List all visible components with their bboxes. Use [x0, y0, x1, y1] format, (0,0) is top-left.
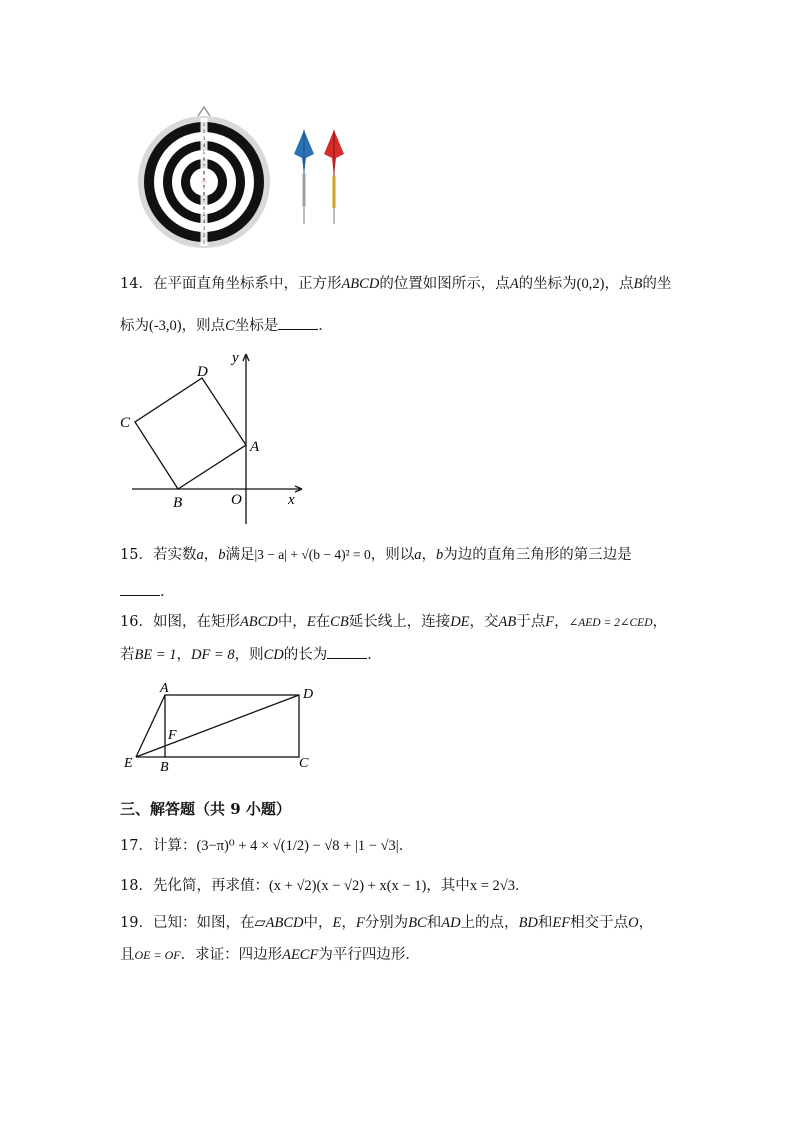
q16-line1: 16．如图，在矩形ABCD中，E在CB延长线上，连接DE，交AB于点F，∠AED = 2∠CED，	[120, 614, 668, 630]
dartboard-number: 2	[202, 234, 206, 240]
label-F: F	[168, 728, 177, 743]
q18: 18．先化简，再求值：(x + √2)(x − √2) + x(x − 1)，其中x = 2√3．	[120, 878, 530, 894]
section-title: 三、解答题（共 9 小题）	[120, 800, 291, 818]
label-A: A	[250, 439, 260, 455]
label-E: E	[124, 756, 133, 771]
dartboard-number: 9	[202, 185, 206, 191]
answer-blank[interactable]	[278, 315, 318, 330]
dartboard-number: 5	[202, 150, 206, 156]
dartboard-number: 1	[202, 241, 206, 246]
q16-line2: 若BE = 1，DF = 8，则CD的长为 ．	[120, 644, 382, 665]
q14-line1: 14．在平面直角坐标系中，正方形ABCD的位置如图所示，点A的坐标为(0,2)，点B的坐	[120, 276, 672, 292]
label-B: B	[173, 495, 183, 511]
dartboard-number: 6	[202, 206, 206, 212]
dartboard-number: 3	[202, 227, 206, 233]
label-y: y	[232, 350, 239, 366]
dartboard-number: 7	[202, 164, 206, 170]
dartboard-number: 4	[202, 220, 206, 226]
dartboard-figure	[136, 104, 272, 248]
label-x: x	[288, 492, 295, 508]
q19-line2: 且OE = OF．求证：四边形AECF为平行四边形．	[120, 947, 420, 963]
dartboard-number: 8	[202, 192, 206, 198]
q14-figure	[116, 348, 316, 528]
dartboard-number: 5	[202, 213, 206, 219]
dartboard-number: 4	[202, 143, 206, 149]
q17: 17．计算：(3−π)⁰ + 4 × √(1/2) − √8 + |1 − √3|．	[120, 838, 414, 854]
dartboard-number: 9	[202, 178, 206, 184]
answer-blank[interactable]	[327, 644, 367, 659]
label-C: C	[120, 415, 131, 431]
label-A: A	[160, 681, 169, 696]
darts-figure	[288, 126, 358, 228]
q15-line1: 15．若实数a，b满足|3 − a| + √(b − 4)² = 0，则以a，b为边的直角三角形的第三边是	[120, 547, 632, 563]
dartboard-number: 8	[202, 171, 206, 177]
dartboard-number: 7	[202, 199, 206, 205]
label-D: D	[303, 687, 314, 702]
label-O: O	[231, 492, 242, 508]
label-B: B	[160, 760, 169, 774]
dartboard-number: 1	[202, 123, 206, 128]
label-C: C	[299, 756, 309, 771]
dartboard-number: 3	[202, 136, 206, 142]
dartboard-number: 2	[202, 129, 206, 135]
q14-line2: 标为(-3,0)，则点C坐标是 ．	[120, 315, 333, 336]
dartboard-number: 6	[202, 157, 206, 163]
q16-figure	[120, 678, 330, 774]
q15-line2: ．	[120, 581, 175, 602]
q19-line1: 19．已知：如图，在▱ABCD中，E，F分别为BC和AD上的点，BD和EF相交于点O，	[120, 915, 654, 931]
answer-blank[interactable]	[120, 581, 160, 596]
label-D: D	[197, 364, 208, 380]
